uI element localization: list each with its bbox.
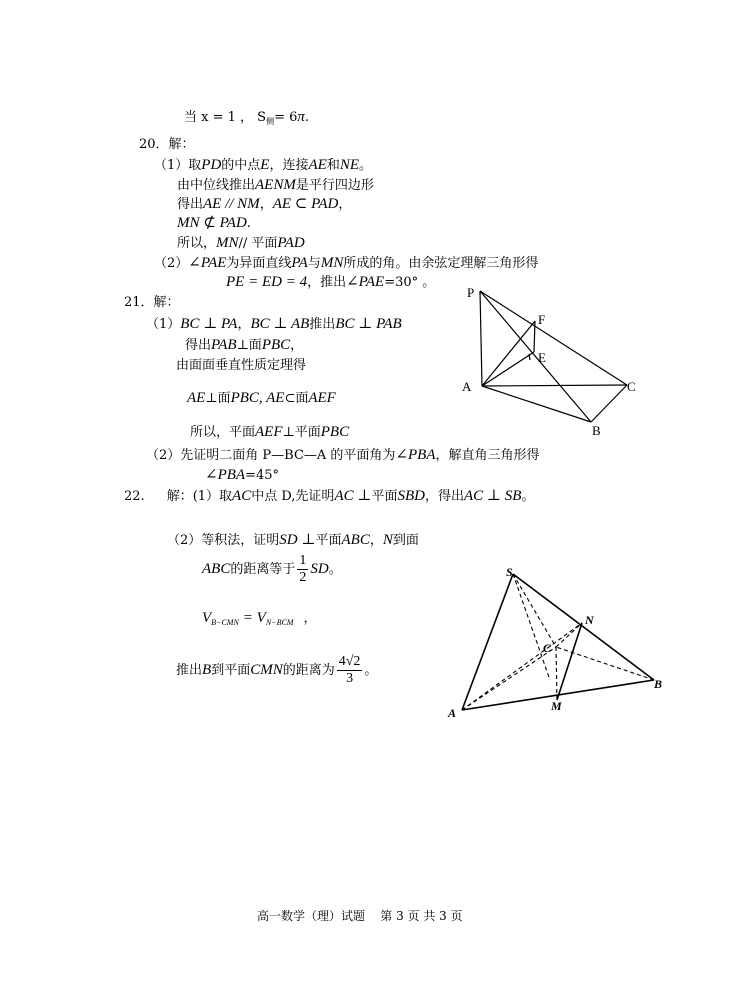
t: 和 (326, 158, 340, 173)
q20-part2 (154, 254, 538, 273)
m: PBC (261, 337, 291, 353)
fraction-distance (337, 654, 363, 687)
q21-figure (455, 282, 655, 442)
q22-figure (440, 560, 680, 725)
t: 是平行四边形 (295, 178, 374, 193)
q22-volume-eq (202, 609, 316, 632)
t: 平面 (315, 533, 342, 548)
edge-SB (513, 574, 654, 680)
t: 的距离等于 (230, 562, 296, 577)
page-footer (257, 907, 463, 925)
q19-text: 当 x = 1 ， S (184, 110, 267, 125)
edge-AE (482, 352, 534, 386)
q20-line5 (177, 234, 305, 253)
t: ， (369, 533, 383, 548)
m: SD ⊥ (279, 532, 316, 548)
frac-den: 2 (299, 570, 307, 585)
q21-part1 (146, 315, 402, 334)
q22-part2 (167, 531, 419, 550)
edge-BC (591, 385, 627, 422)
t: 由中位线推出 (177, 178, 256, 193)
m: N (382, 532, 393, 548)
q20-part1 (154, 156, 372, 175)
t: 所以， (177, 236, 217, 251)
label-S: S (506, 565, 513, 579)
m: E (260, 157, 270, 173)
m: ∠PAE (346, 274, 385, 290)
t: 与 (307, 256, 321, 271)
m: AC ⊥ SB (464, 488, 522, 504)
q21-part2 (146, 446, 540, 465)
q19-end: . (304, 110, 310, 125)
label-B: B (654, 677, 663, 691)
t: ，连接 (269, 158, 309, 173)
m: PBC, AE (230, 390, 285, 406)
t: （2）先证明二面角 P—BC—A 的平面角为 (146, 448, 396, 463)
t: ⊂面 (284, 391, 309, 406)
label-A: A (462, 379, 472, 394)
t: 。 (364, 663, 378, 678)
t: （1） (146, 317, 181, 332)
t: 到平面 (211, 663, 251, 678)
m: MN ⊄ PAD (177, 215, 247, 231)
q22-num: 22. (124, 489, 145, 504)
q19-answer (184, 108, 309, 131)
edge-BC (556, 647, 654, 680)
m: BC ⊥ PAB (335, 316, 402, 332)
edge-AN (462, 623, 582, 710)
sub: N−BCM (265, 618, 294, 627)
label-C: C (543, 641, 552, 655)
t: 。 (521, 489, 535, 504)
label-N: N (585, 613, 594, 627)
q19-sub: 侧 (266, 117, 275, 126)
label-C: C (627, 379, 636, 394)
m: PAB (211, 337, 237, 353)
m: PE = ED = 4 (226, 274, 308, 290)
m: PBC (320, 424, 350, 440)
t: ⊥面 (236, 338, 262, 353)
edge-CM (556, 647, 557, 700)
t: 到面 (392, 533, 419, 548)
m: V (202, 610, 212, 626)
t: 推出 (176, 663, 203, 678)
m: PAD (277, 235, 305, 251)
m: = V (242, 610, 266, 626)
q21-num: 21．解： (124, 295, 180, 310)
m: ABC (202, 561, 231, 577)
m: AEF (308, 390, 336, 406)
t: ，解直角三角形得 (435, 448, 540, 463)
t: ， (290, 338, 304, 353)
m: AC (232, 488, 252, 504)
t: 由面面垂直性质定理得 (176, 358, 307, 373)
t: // 平面 (238, 236, 278, 251)
m: AE // NM (203, 196, 260, 212)
t: ， (338, 197, 352, 212)
t: 。 (359, 158, 373, 173)
t: ， (303, 611, 317, 626)
m: AC ⊥ (334, 488, 372, 504)
t: 得出 (177, 197, 204, 212)
label-E: E (538, 350, 546, 365)
edge-AF (482, 321, 535, 386)
edge-PC (480, 291, 627, 385)
q20-line7 (226, 273, 435, 292)
t: 的中点 (221, 158, 261, 173)
t: =45° (245, 468, 279, 483)
t: 推出 (309, 317, 336, 332)
q20-line4 (177, 214, 251, 233)
q21-line5 (190, 423, 349, 442)
q20-line2 (177, 176, 374, 195)
footer-text: 高一数学（理）试题 第 3 页 共 3 页 (257, 909, 463, 923)
t: 的距离为 (282, 663, 335, 678)
label-F: F (538, 312, 546, 327)
frac-num: 1 (299, 553, 307, 568)
t: 为异面直线 (226, 256, 292, 271)
t: 。 (328, 562, 342, 577)
frac-den: 3 (346, 671, 354, 686)
q21-line7 (205, 466, 279, 485)
t: （2） (154, 256, 189, 271)
m: SD (310, 561, 329, 577)
m: AE ⊂ PAD (272, 196, 339, 212)
t: （1）取 (154, 158, 202, 173)
m: NE (339, 157, 359, 173)
t: ⊥平面 (282, 425, 321, 440)
m: ∠PBA (205, 467, 246, 483)
q22-part1 (124, 487, 534, 506)
edge-SD (513, 574, 550, 680)
m: AEF (255, 424, 283, 440)
m: ABC (341, 532, 370, 548)
q21-line2 (185, 336, 303, 355)
m: PD (201, 157, 222, 173)
q21-line3 (176, 357, 306, 375)
t: （2）等积法，证明 (167, 533, 280, 548)
m: MN (216, 235, 239, 251)
label-M: M (551, 699, 562, 713)
m: BC ⊥ PA (180, 316, 238, 332)
m: ∠PBA (395, 447, 436, 463)
t: ⊥面 (205, 391, 231, 406)
t: 解：(1）取 (166, 489, 233, 504)
m: MN (320, 255, 344, 271)
t: ， (259, 197, 273, 212)
frac-num: 4√2 (338, 654, 361, 669)
q20-line3 (177, 195, 351, 214)
m: CMN (250, 662, 283, 678)
t: ，推出 (307, 275, 347, 290)
m: AENM (255, 177, 296, 193)
q21-line4 (187, 389, 336, 408)
edge-SA (462, 574, 513, 710)
t: ，得出 (424, 489, 464, 504)
m: AE (187, 390, 206, 406)
q22-line5 (176, 652, 377, 689)
edge-MN (557, 623, 582, 700)
m: SBD (397, 488, 425, 504)
m: ∠PAE (188, 255, 227, 271)
edge-AB (482, 386, 591, 422)
q22-line3 (202, 552, 342, 587)
t: 所成的角。由余弦定理解三角形得 (343, 256, 539, 271)
q19-val: = 6 (274, 110, 298, 125)
edge-PA (480, 291, 482, 386)
q20-num: 20．解： (139, 137, 195, 152)
label-A: A (448, 706, 457, 720)
t: 得出 (185, 338, 212, 353)
label-B: B (592, 423, 601, 438)
t: 所以，平面 (190, 425, 256, 440)
label-P: P (467, 285, 475, 300)
q21-heading (124, 294, 180, 312)
t: ， (237, 317, 251, 332)
t: . (246, 216, 251, 231)
edge-AC (482, 385, 627, 386)
m: AE (308, 157, 327, 173)
edge-PB (480, 291, 591, 422)
fraction-half (297, 553, 308, 586)
t: =30° 。 (384, 275, 436, 290)
q20-heading (139, 136, 195, 154)
m: B (202, 662, 212, 678)
m: BC ⊥ AB (250, 316, 310, 332)
t: 平面 (371, 489, 398, 504)
m: PA (291, 255, 308, 271)
t: 中点 D,先证明 (251, 489, 335, 504)
sub: B−CMN (211, 618, 239, 627)
q19-pi: π (297, 109, 305, 125)
